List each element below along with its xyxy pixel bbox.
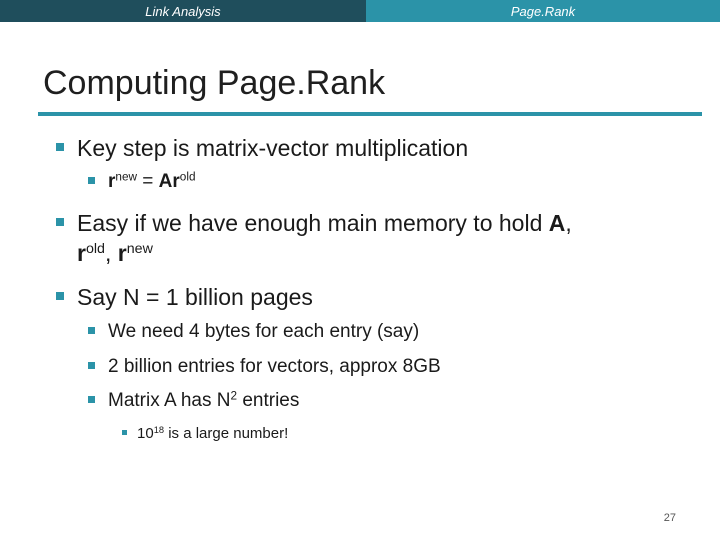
square-bullet-icon <box>56 218 64 226</box>
section-tab-link-analysis: Link Analysis <box>0 0 366 22</box>
bullet-key-step <box>56 134 468 164</box>
square-bullet-icon <box>122 430 127 435</box>
square-bullet-icon <box>88 362 95 369</box>
bullet-say-n <box>56 283 313 313</box>
formula-text: $r^{new} = Ar^{old}$ <box>108 170 196 192</box>
bullet-text: 2 billion entries for vectors, approx 8GB <box>108 356 441 377</box>
bullet-text: Key step is matrix-vector multiplication <box>77 135 469 161</box>
bullet-large-number <box>122 424 288 444</box>
square-bullet-icon <box>88 327 95 334</box>
bullet-text: We need 4 bytes for each entry (say) <box>108 321 420 342</box>
bullet-text: Easy if we have enough main memory to hold A, $r^{old}$, $r^{new}$ <box>77 210 572 266</box>
header-bar <box>0 0 720 22</box>
bullet-matrix <box>88 389 299 414</box>
title-underline <box>38 112 702 116</box>
slide-title: Computing Page.Rank <box>43 64 386 102</box>
bullet-entries <box>88 355 441 380</box>
square-bullet-icon <box>56 143 64 151</box>
section-tab-pagerank: Page.Rank <box>366 0 720 22</box>
bullet-text: Say N = 1 billion pages <box>77 284 313 310</box>
bullet-text: Matrix A has $N^2$ entries <box>108 389 300 411</box>
square-bullet-icon <box>88 396 95 403</box>
bullet-bytes <box>88 320 419 345</box>
bullet-formula <box>88 170 196 195</box>
bullet-memory <box>56 209 677 269</box>
square-bullet-icon <box>88 177 95 184</box>
bullet-text: $10^{18}$ is a large number! <box>137 424 289 442</box>
page-number: 27 <box>663 512 676 524</box>
square-bullet-icon <box>56 292 64 300</box>
